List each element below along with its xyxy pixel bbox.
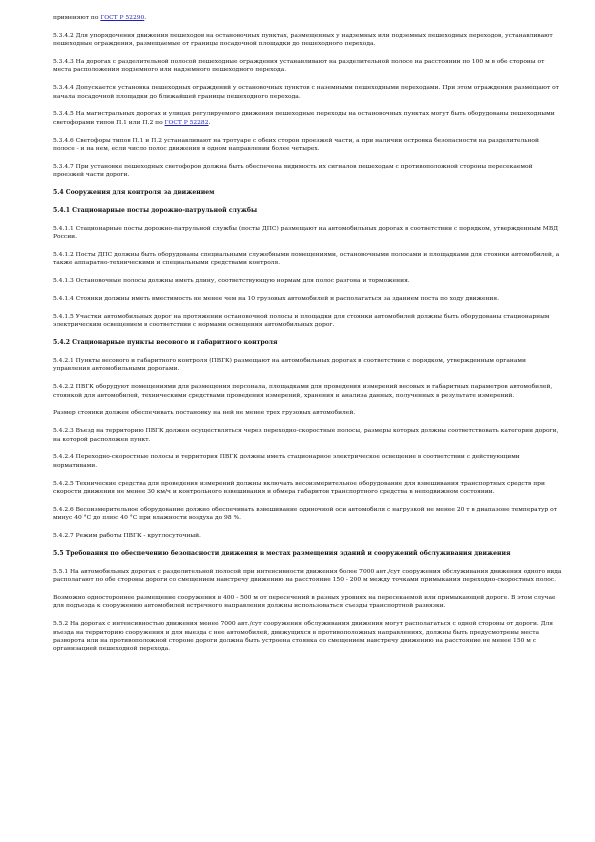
paragraph-text: 5.4.1.2 Посты ДПС должны быть оборудованы специальными служебными помещениями, остановочными полосами и площадками для стоянки автомобилей, а также аппаратно-техническими и специальными средствами контроля. — [53, 250, 560, 267]
paragraph — [53, 58, 562, 75]
paragraph — [53, 14, 562, 22]
paragraph-text: 5.4.2.5 Технические средства для проведения измерений должны включать весоизмерительное оборудование для взвешивания транспортных средств при скорости движения не менее 30 км/ч и контрольного взвешивания и обмера габаритов транспортного средства в неподвижном состоянии. — [53, 479, 545, 495]
paragraph — [53, 506, 562, 523]
paragraph-text: 5.5.1 На автомобильных дорогах с разделительной полосой при интенсивности движения более 7000 авт./сут сооружения обслуживания движения одного вида располагают по обе стороны дороги со смещением навстречу движению на расстояние 150 - 200 м между точками примыкания переходно-скоростных полос. — [53, 567, 562, 584]
paragraph-text: 5.4.2.1 Пункты весового и габаритного контроля (ПВГК) размещают на автомобильных дорогах в соответствии с порядком, утвержденным органами управления автомобильными дорогами. — [53, 357, 527, 373]
section-heading — [53, 207, 562, 215]
paragraph — [53, 357, 562, 374]
paragraph — [53, 313, 562, 330]
paragraph-text: 5.4.2.4 Переходно-скоростные полосы и территория ПВГК должны иметь стационарное электрическое освещение в соответствии с действующими нормативами. — [53, 453, 520, 469]
paragraph-text: 5.4.2.2 ПВГК оборудуют помещениями для размещения персонала, площадками для проведения измерений весовых и габаритных параметров автомобилей, стоянкой для автомобилей, техническими средствами проведения измерений, хранения и анализа данных, полученных в результате измерений. — [53, 383, 553, 399]
paragraph-text: 5.4.2.7 Режим работы ПВГК - круглосуточный. — [53, 532, 201, 540]
paragraph — [53, 532, 562, 540]
paragraph-text: 5.4.2.3 Въезд на территорию ПВГК должен осуществляться через переходно-скоростные полосы, размеры которых должны соответствовать категории дороги, на которой расположен пункт. — [53, 427, 559, 443]
paragraph-text: 5.3.4.4 Допускается установка пешеходных ограждений у остановочных пунктов с наземными пешеходными переходами. При этом ограждения размещают от начала посадочной площадки до ближайшей границы пешеходного перехода. — [53, 84, 559, 100]
paragraph — [53, 225, 562, 242]
paragraph — [53, 453, 562, 470]
paragraph-text: 5.3.4.2 Для упорядочения движения пешеходов на остановочных пунктах, размещенных у надземных или подземных пешеходных переходов, устанавливают пешеходные ограждения, размещаемые от границы посадочной площадки до пешеходного перехода. — [53, 31, 553, 48]
paragraph — [53, 409, 562, 417]
paragraph — [53, 480, 562, 497]
paragraph-text: 5.4.1 Стационарные посты дорожно-патрульной службы — [53, 206, 258, 214]
paragraph-text: 5.3.4.6 Светофоры типов П.1 и П.2 устанавливают на тротуаре с обеих сторон проезжей части, а при наличии островка безопасности на разделительной полосе - и на нем, если число полос движения в одном направлении более четырех. — [53, 136, 539, 152]
paragraph — [53, 137, 562, 154]
paragraph-text: Возможно одностороннее размещение сооружения в 400 - 500 м от пересечений в разных уровнях на пересекаемой или примыкающей дороге. В этом случае для подъезда к сооружению автомобилей встречного направления должны использоваться съезды транспортной развязки. — [53, 594, 556, 610]
paragraph — [53, 32, 562, 49]
paragraph-text: Размер стоянки должен обеспечивать постановку на ней не менее трех грузовых автомобилей. — [53, 409, 356, 417]
paragraph — [53, 163, 562, 180]
section-heading — [53, 339, 562, 347]
paragraph-text: 5.3.4.5 На магистральных дорогах и улицах регулируемого движения пешеходные переходы на остановочных пунктах могут быть оборудованы пешеходными светофорами типов П.1 или П.2 по — [53, 110, 555, 126]
paragraph-text: 5.3.4.7 При установке пешеходных светофоров должна быть обеспечена видимость их сигналов пешеходам с противоположной стороны пересекаемой проезжей части дороги. — [53, 162, 533, 179]
paragraph — [53, 295, 562, 303]
paragraph — [53, 594, 562, 611]
paragraph-text: 5.3.4.3 На дорогах с разделительной полосой пешеходные ограждения устанавливают на разделительной полосе на расстоянии по 100 м в обе стороны от места расположения подземного или надземного пешеходного перехода. — [53, 58, 545, 74]
paragraph — [53, 383, 562, 400]
standard-link[interactable]: ГОСТ Р 52282 — [164, 118, 209, 126]
paragraph-text: 5.4.2.6 Весоизмерительное оборудование должно обеспечивать взвешивание одиночной оси автомобиля с нагрузкой не менее 20 т в диапазоне температур от минус 40 °С до плюс 40 °С при влажности воздуха до 98 %. — [53, 505, 558, 522]
paragraph — [53, 110, 562, 127]
paragraph-text: 5.4.1.1 Стационарные посты дорожно-патрульной службы (посты ДПС) размещают на автомобильных дорогах в соответствии с порядком, утвержденным МВД России. — [53, 224, 559, 241]
paragraph-text: 5.5 Требования по обеспечению безопасности движения в местах размещения зданий и сооружений обслуживания движения — [53, 549, 511, 557]
section-heading — [53, 550, 562, 558]
standard-link[interactable]: ГОСТ Р 52290 — [100, 14, 145, 21]
paragraph-text: 5.4 Сооружения для контроля за движением — [53, 189, 215, 197]
paragraph — [53, 427, 562, 444]
paragraph — [53, 84, 562, 101]
paragraph-text: 5.4.1.3 Остановочные полосы должны иметь длину, соответствующую нормам для полос разгона и торможения. — [53, 277, 410, 285]
section-heading — [53, 189, 562, 197]
paragraph — [53, 620, 562, 653]
paragraph-text: 5.5.2 На дорогах с интенсивностью движения менее 7000 авт./сут сооружения обслуживания движения могут располагаться с одной стороны от дороги. Для въезда на территорию сооружения и для выезда с нее автомобилей, движущихся в противоположных направлениях, должны быть предусмотрены места разворота или на противоположной стороне дороги должна быть устроена стоянка со смещением навстречу движению на расстояние не менее 150 м с организацией пешеходной перехода. — [53, 620, 554, 653]
paragraph-text: 5.4.2 Стационарные пункты весового и габаритного контроля — [53, 339, 278, 347]
paragraph-text: 5.4.1.5 Участки автомобильных дорог на протяжении остановочной полосы и площадки для стоянки автомобилей должны быть оборудованы стационарным электрическим освещением в соответствии с нормами освещения автомобильных дорог. — [53, 312, 550, 329]
paragraph — [53, 251, 562, 268]
paragraph — [53, 277, 562, 285]
paragraph-text: . — [144, 14, 147, 21]
paragraph-text: применяют по — [53, 14, 101, 21]
paragraph — [53, 568, 562, 585]
paragraph-text: 5.4.1.4 Стоянки должны иметь вместимость не менее чем на 10 грузовых автомобилей и располагаться за зданием поста по ходу движения. — [53, 295, 500, 303]
paragraph-text: . — [208, 118, 211, 126]
